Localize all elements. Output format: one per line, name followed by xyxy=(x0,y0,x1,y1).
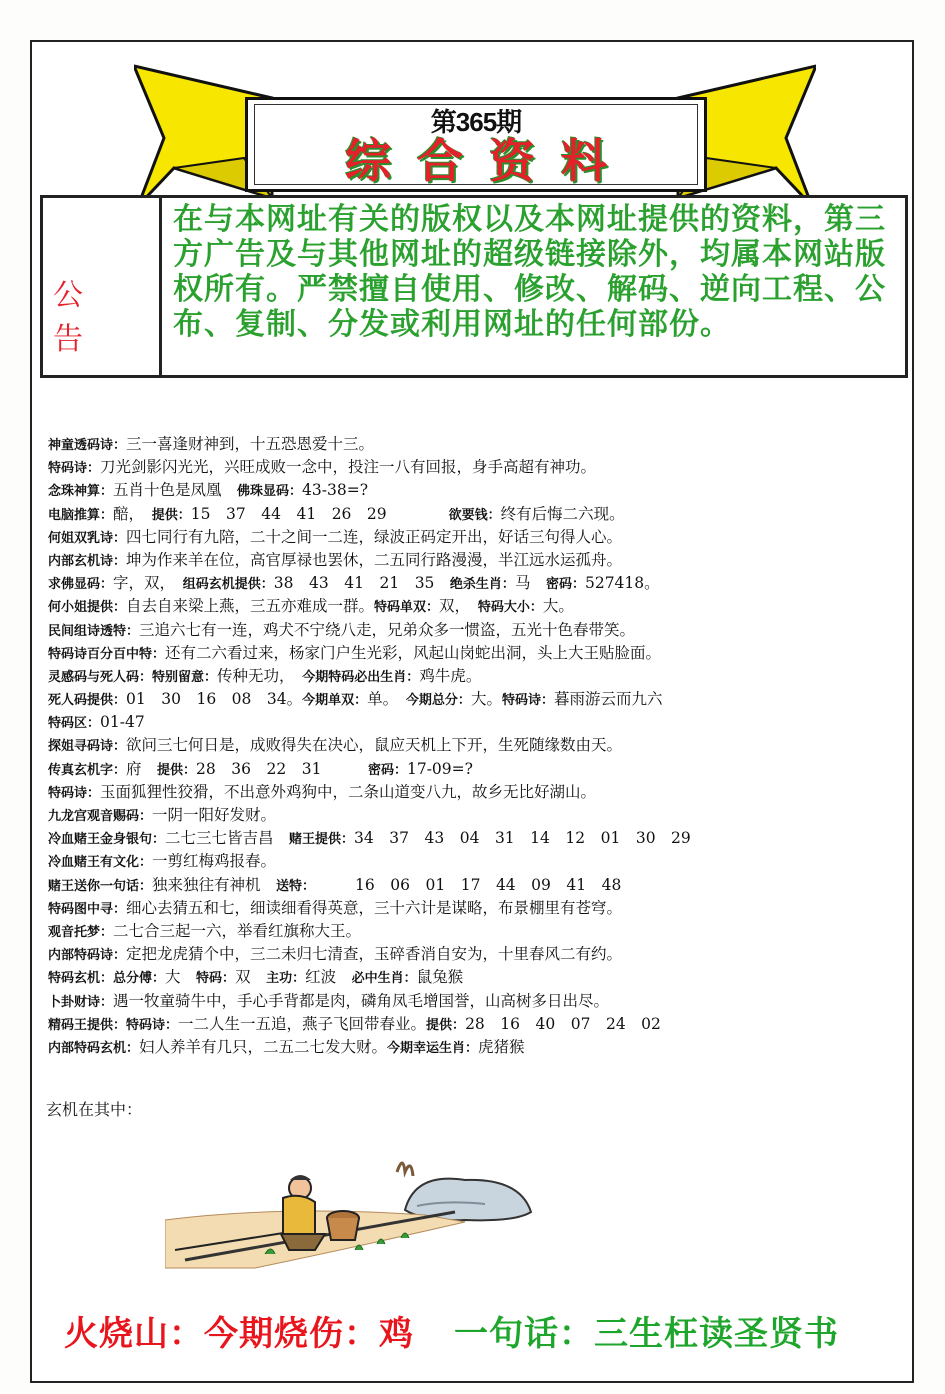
tip-line xyxy=(48,874,908,897)
tip-value: 01 30 16 08 34。 xyxy=(126,690,303,709)
tip-line xyxy=(48,619,908,642)
tip-line xyxy=(48,572,908,595)
tip-line xyxy=(48,897,908,920)
tip-value: 527418。 xyxy=(584,574,660,593)
tip-line xyxy=(48,781,908,804)
tip-label: 冷血赌王有文化： xyxy=(48,855,153,871)
tip-value: 终有后悔二六现。 xyxy=(500,504,625,523)
tip-label: 传真玄机字： xyxy=(48,762,127,778)
cartoon-illustration xyxy=(165,1150,545,1270)
tip-label: 密码： xyxy=(367,762,407,778)
tip-value: 鼠兔猴 xyxy=(416,968,464,987)
tip-line xyxy=(48,456,908,479)
tip-label: 冷血赌王金身银句： xyxy=(48,832,166,848)
tip-label: 探姐寻码诗： xyxy=(48,739,127,755)
tip-value: 还有二六看过来，杨家门户生光彩，风起山岗蛇出洞，头上大王贴脸面。 xyxy=(165,643,662,662)
tip-label: 今期单双： xyxy=(302,693,368,709)
tip-line xyxy=(48,526,908,549)
tip-label: 精码王提供： xyxy=(48,1017,127,1033)
tip-label: 赌王送你一句话： xyxy=(48,878,153,894)
tip-label: 求佛显码： xyxy=(48,577,114,593)
tip-label: 卜卦财诗： xyxy=(48,994,114,1010)
tip-label: 特码诗： xyxy=(501,693,554,709)
tip-label: 特码： xyxy=(196,971,236,987)
tip-line xyxy=(48,549,908,572)
tip-line xyxy=(48,827,908,850)
tip-value: 16 06 01 17 44 09 41 48 xyxy=(308,875,622,894)
tip-value: 28 36 22 31 xyxy=(196,759,368,778)
tip-label: 密码： xyxy=(545,577,585,593)
tip-value: 大。 xyxy=(542,597,574,616)
issue-number: 第365期 xyxy=(430,107,522,137)
tip-label: 送特： xyxy=(276,878,309,894)
tip-label: 何姐双乳诗： xyxy=(48,530,127,546)
tip-value: 二七合三起一六，举看红旗称大王。 xyxy=(113,921,362,940)
tip-label: 民间组诗透特： xyxy=(48,623,140,639)
tip-value: 双， xyxy=(439,597,478,616)
tip-label: 特码诗百分百中特： xyxy=(48,646,166,662)
tip-line xyxy=(48,850,908,873)
tip-label: 组码玄机提供： xyxy=(182,577,274,593)
tip-line xyxy=(48,1036,908,1059)
tip-line xyxy=(48,711,908,734)
tip-line xyxy=(48,688,908,711)
tip-label: 内部特码玄机： xyxy=(48,1040,140,1056)
page-title: 综合资料 xyxy=(345,134,633,188)
tip-label: 死人码提供： xyxy=(48,693,127,709)
tip-value: 传种无功， xyxy=(217,666,303,685)
tip-value: 遇一牧童骑牛中，手心手背都是肉，磷角凤毛增国誉，山高树多日出尽。 xyxy=(113,991,610,1010)
tip-line xyxy=(48,503,908,526)
tip-label: 赌王提供： xyxy=(289,832,355,848)
tip-label: 特码单双： xyxy=(374,600,440,616)
tip-value: 17-09=? xyxy=(406,759,473,778)
notice-box xyxy=(40,195,908,378)
tip-label: 主功： xyxy=(266,971,306,987)
tip-value: 玉面狐狸性狡猾，不出意外鸡狗中，二条山道变八九，故乡无比好湖山。 xyxy=(100,782,597,801)
tip-value: 三一喜逢财神到，十五恐恩爱十三。 xyxy=(126,435,375,453)
tip-label: 欲要钱： xyxy=(448,507,501,523)
tip-line xyxy=(48,990,908,1013)
tip-label: 九龙宫观音赐码： xyxy=(48,809,153,824)
tip-label: 特码玄机： xyxy=(48,971,114,987)
tip-label: 特码图中寻： xyxy=(48,901,127,917)
tip-value: 红波 xyxy=(305,968,352,987)
tip-value: 独来独往有神机 xyxy=(152,875,277,894)
tip-line xyxy=(48,734,908,757)
tip-label: 灵感码与死人码： xyxy=(48,669,153,685)
tip-line xyxy=(48,943,908,966)
tip-label: 神童透码诗： xyxy=(48,438,127,453)
tip-label: 必中生肖： xyxy=(351,971,417,987)
tip-value: 三追六七有一连，鸡犬不宁绕八走，兄弟众多一惯盗，五光十色春带笑。 xyxy=(139,620,636,639)
tip-value: 虎猪猴 xyxy=(478,1037,525,1056)
notice-label: 公告 xyxy=(53,278,107,357)
notice-text: 在与本网址有关的版权以及本网址提供的资料，第三方广告及与其他网址的超级链接除外，均属本网站版权所有。严禁擅自使用、修改、解码、逆向工程、公布、复制、分发或利用网址的任何部份。 xyxy=(173,202,886,342)
tip-label: 总分傅： xyxy=(113,971,166,987)
xuanji-label: 玄机在其中： xyxy=(46,1100,143,1119)
notice-label-cell xyxy=(43,198,162,375)
tip-value: 双 xyxy=(235,968,267,987)
tip-label: 今期总分： xyxy=(405,693,471,709)
tip-line xyxy=(48,920,908,943)
tip-value: 马 xyxy=(514,574,546,593)
tip-value: 妇人养羊有几只，二五二七发大财。 xyxy=(139,1037,388,1056)
tip-line xyxy=(48,665,908,688)
tip-value: 大。 xyxy=(470,690,502,709)
tip-value: 坤为作来羊在位，高官厚禄也罢休，二五同行路漫漫，半江远水运孤舟。 xyxy=(126,550,623,569)
tip-value: 自去自来梁上燕，三五亦难成一群。 xyxy=(126,597,375,616)
tip-value: 五肖十色是凤凰 xyxy=(113,481,238,500)
tip-value: 28 16 40 07 24 02 xyxy=(465,1014,661,1033)
footer-left: 火烧山：今期烧伤：鸡 xyxy=(64,1314,414,1354)
tip-value: 欲问三七何日是，成败得失在决心，鼠应天机上下开，生死随缘数由天。 xyxy=(126,736,623,755)
tip-value: 暮雨游云而九六 xyxy=(553,690,663,709)
tip-value: 34 37 43 04 31 14 12 01 30 29 xyxy=(354,829,691,848)
tip-value: 字，双， xyxy=(113,574,183,593)
tip-label: 提供： xyxy=(157,762,197,778)
tip-label: 特别留意： xyxy=(152,669,218,685)
tip-value: 单。 xyxy=(367,690,406,709)
tip-label: 今期幸运生肖： xyxy=(387,1040,479,1056)
tip-line xyxy=(48,804,908,827)
tip-line xyxy=(48,642,908,665)
tip-label: 电脑推算： xyxy=(48,507,114,523)
tip-label: 念珠神算： xyxy=(48,484,114,500)
tip-label: 提供： xyxy=(426,1017,466,1033)
tip-label: 内部玄机诗： xyxy=(48,553,127,569)
tip-line xyxy=(48,758,908,781)
tip-label: 绝杀生肖： xyxy=(449,577,515,593)
tip-label: 特码区： xyxy=(48,716,101,732)
tip-value: 二七三七皆吉昌 xyxy=(165,829,290,848)
tip-label: 特码诗： xyxy=(48,461,101,477)
tip-value: 一阴一阳好发财。 xyxy=(152,806,277,824)
footer xyxy=(64,1306,839,1355)
tip-line xyxy=(48,1013,908,1036)
footer-right: 一句话：三生枉读圣贤书 xyxy=(454,1314,839,1354)
tip-line xyxy=(48,433,908,456)
tip-line xyxy=(48,966,908,989)
tip-label: 佛珠显码： xyxy=(237,484,303,500)
tip-label: 特码诗： xyxy=(126,1017,179,1033)
tip-label: 今期特码必出生肖： xyxy=(302,669,420,685)
tip-label: 特码大小： xyxy=(477,600,543,616)
tip-value: 大 xyxy=(165,968,197,987)
tip-label: 内部特码诗： xyxy=(48,948,127,964)
tip-value: 刀光剑影闪光光，兴旺成败一念中，投注一八有回报，身手高超有神功。 xyxy=(100,458,597,477)
tip-value: 定把龙虎猜个中，三二未归七清查，玉碎香消自安为，十里春风二有约。 xyxy=(126,945,623,964)
tip-value: 01-47 xyxy=(100,713,145,732)
tip-value: 鸡牛虎。 xyxy=(419,666,482,685)
tip-line xyxy=(48,595,908,618)
tip-value: 一剪红梅鸡报春。 xyxy=(152,852,277,871)
tip-label: 提供： xyxy=(151,507,191,523)
tip-value: 四七同行有九陪，二十之间一二连，绿波正码定开出，好话三句得人心。 xyxy=(126,527,623,546)
tip-line xyxy=(48,479,908,502)
tip-value: 15 37 44 41 26 29 xyxy=(190,504,449,523)
tip-value: 醅， xyxy=(113,504,152,523)
tip-value: 38 43 41 21 35 xyxy=(273,574,450,593)
tip-label: 特码诗： xyxy=(48,785,101,801)
tip-value: 43-38=? xyxy=(302,481,369,500)
tip-label: 观音托梦： xyxy=(48,924,114,940)
tip-value: 府 xyxy=(126,759,158,778)
title-box xyxy=(245,97,707,192)
tips-list xyxy=(48,433,908,1059)
tip-value: 一二人生一五追，燕子飞回带春业。 xyxy=(178,1014,427,1033)
tip-value: 细心去猜五和七，细读细看得英意，三十六计是谋略，布景棚里有苍穹。 xyxy=(126,898,623,917)
tip-label: 何小姐提供： xyxy=(48,600,127,616)
